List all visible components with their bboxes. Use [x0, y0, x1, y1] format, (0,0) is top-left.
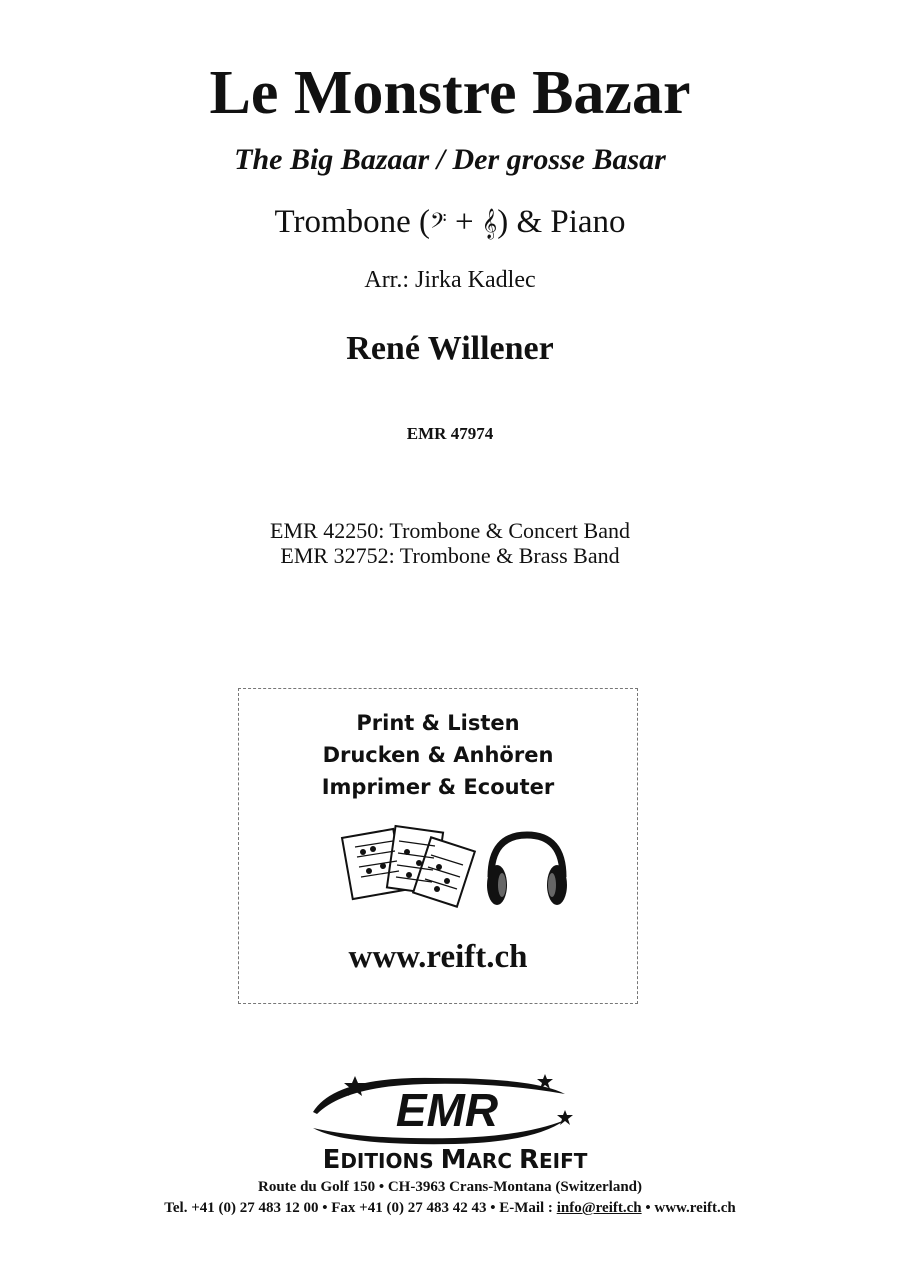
treble-clef-icon: 𝄞: [481, 209, 498, 239]
promo-box: [238, 688, 638, 1004]
publisher-name-part: M: [440, 1145, 467, 1172]
publisher-name-part: EIFT: [539, 1149, 588, 1172]
publisher-contact: [0, 1201, 900, 1216]
bass-clef-icon: 𝄢: [430, 209, 447, 239]
other-editions: [0, 518, 900, 568]
sheet-music-icon: [342, 826, 475, 907]
promo-icons: [339, 819, 569, 919]
publisher-name-part: E: [322, 1145, 341, 1172]
catalog-number: EMR 47974: [406, 424, 494, 443]
publisher-name-part: DITIONS: [340, 1149, 441, 1172]
composer: René Willener: [346, 330, 554, 367]
title: Le Monstre Bazar: [209, 59, 691, 127]
website-link[interactable]: www.reift.ch: [348, 939, 528, 975]
publisher-name-part: R: [518, 1145, 540, 1172]
publisher-name: [323, 1145, 588, 1172]
promo-lines: [239, 707, 637, 803]
contact-prefix: Tel. +41 (0) 27 483 12 00 • Fax +41 (0) 27 483 42 43 • E-Mail :: [164, 1200, 557, 1216]
subtitle: The Big Bazaar / Der grosse Basar: [234, 143, 666, 176]
instrumentation-plus: +: [446, 204, 482, 240]
arranger: Arr.: Jirka Kadlec: [364, 267, 536, 293]
promo-line: Imprimer & Ecouter: [321, 775, 555, 799]
other-edition-line: EMR 42250: Trombone & Concert Band: [270, 518, 630, 543]
instrumentation-suffix: ) & Piano: [497, 204, 626, 240]
promo-line: Print & Listen: [356, 711, 520, 735]
instrumentation: [0, 206, 900, 239]
contact-suffix: • www.reift.ch: [641, 1200, 736, 1216]
publisher-address: Route du Golf 150 • CH-3963 Crans-Montana (Switzerland): [258, 1179, 642, 1195]
email-link[interactable]: info@reift.ch: [556, 1200, 642, 1216]
publisher-name-part: ARC: [466, 1149, 519, 1172]
headphones-icon: [487, 835, 567, 905]
logo-text: EMR: [395, 1084, 499, 1136]
other-edition-line: EMR 32752: Trombone & Brass Band: [280, 543, 620, 568]
promo-line: Drucken & Anhören: [322, 743, 554, 767]
instrumentation-prefix: Trombone (: [274, 204, 430, 240]
publisher-logo: [235, 1072, 675, 1172]
